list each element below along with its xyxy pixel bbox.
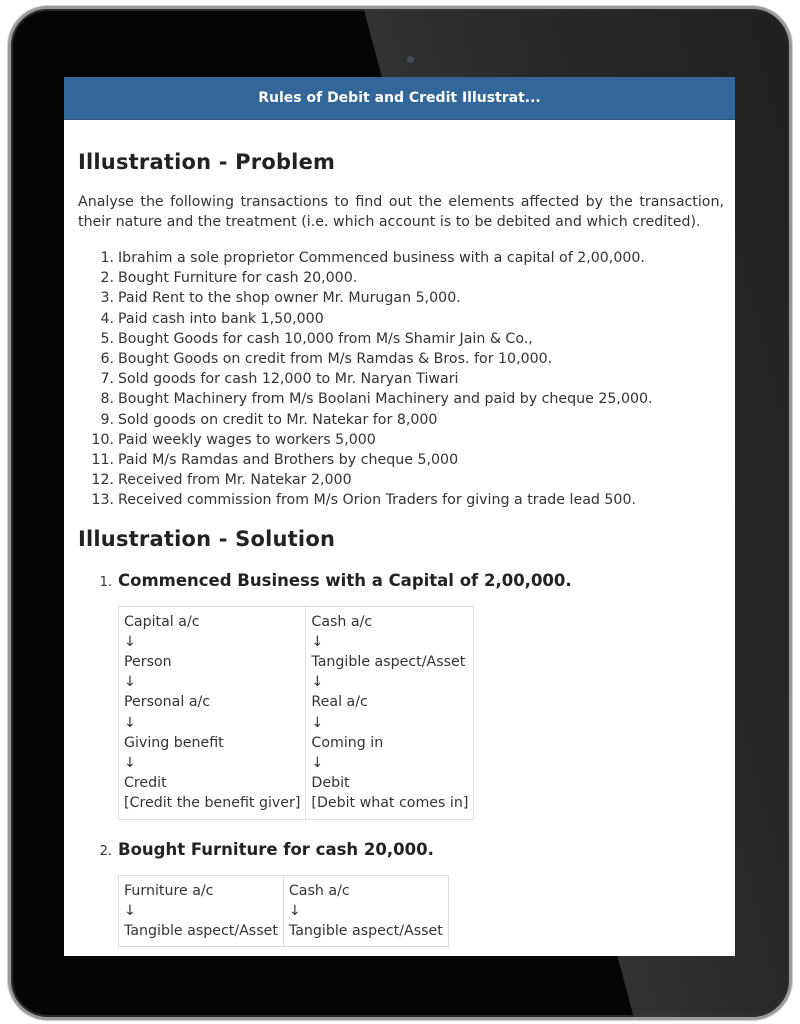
list-item: 8. Bought Machinery from M/s Boolani Machinery and paid by cheque 25,000. bbox=[100, 391, 653, 408]
step-title: Commenced Business with a Capital of 2,00,000. bbox=[118, 570, 572, 590]
article-content[interactable] bbox=[64, 150, 735, 947]
problem-heading: Illustration - Problem bbox=[78, 150, 336, 174]
list-item: 2. Bought Furniture for cash 20,000. bbox=[100, 270, 358, 287]
solution-step-1 bbox=[78, 571, 724, 590]
step-number: 1. bbox=[99, 574, 112, 590]
list-item: 12. Received from Mr. Natekar 2,000 bbox=[91, 472, 352, 489]
camera-icon bbox=[406, 55, 415, 64]
solution-step-2 bbox=[78, 840, 724, 859]
app-screen bbox=[64, 77, 735, 956]
account-table-2 bbox=[118, 875, 449, 948]
list-item: 1. Ibrahim a sole proprietor Commenced business with a capital of 2,00,000. bbox=[100, 250, 645, 266]
problem-list bbox=[78, 248, 724, 511]
list-item: 5. Bought Goods for cash 10,000 from M/s Shamir Jain & Co., bbox=[100, 330, 533, 347]
list-item: 6. Bought Goods on credit from M/s Ramdas & Bros. for 10,000. bbox=[100, 351, 553, 368]
list-item: 3. Paid Rent to the shop owner Mr. Murugan 5,000. bbox=[100, 290, 461, 307]
debit-credit-right-cell: Cash a/c ↓ Tangible aspect/Asset ↓ Real a/c ↓ Coming in ↓ Debit [Debit what comes in] bbox=[306, 606, 474, 819]
list-item: 9. Sold goods on credit to Mr. Natekar for 8,000 bbox=[100, 411, 438, 428]
problem-intro: Analyse the following transactions to find out the elements affected by the transaction, their nature and the treatment (i.e. which account is to be debited and which credited). bbox=[78, 194, 724, 230]
debit-credit-left-cell: Furniture a/c ↓ Tangible aspect/Asset bbox=[119, 875, 284, 947]
list-item: 11. Paid M/s Ramdas and Brothers by cheque 5,000 bbox=[91, 452, 459, 469]
list-item: 4. Paid cash into bank 1,50,000 bbox=[100, 310, 324, 327]
app-title: Rules of Debit and Credit Illustrat... bbox=[258, 90, 541, 106]
debit-credit-right-cell: Cash a/c ↓ Tangible aspect/Asset bbox=[283, 875, 448, 947]
debit-credit-left-cell: Capital a/c ↓ Person ↓ Personal a/c ↓ Giving benefit ↓ Credit [Credit the benefit giver] bbox=[119, 606, 306, 819]
list-item: 7. Sold goods for cash 12,000 to Mr. Naryan Tiwari bbox=[100, 371, 459, 388]
list-item: 10. Paid weekly wages to workers 5,000 bbox=[91, 431, 376, 448]
app-header bbox=[64, 77, 735, 120]
step-title: Bought Furniture for cash 20,000. bbox=[118, 839, 434, 859]
solution-heading: Illustration - Solution bbox=[78, 526, 336, 551]
step-number: 2. bbox=[99, 843, 112, 859]
account-table-1 bbox=[118, 606, 474, 820]
list-item: 13. Received commission from M/s Orion Traders for giving a trade lead 500. bbox=[91, 492, 636, 509]
